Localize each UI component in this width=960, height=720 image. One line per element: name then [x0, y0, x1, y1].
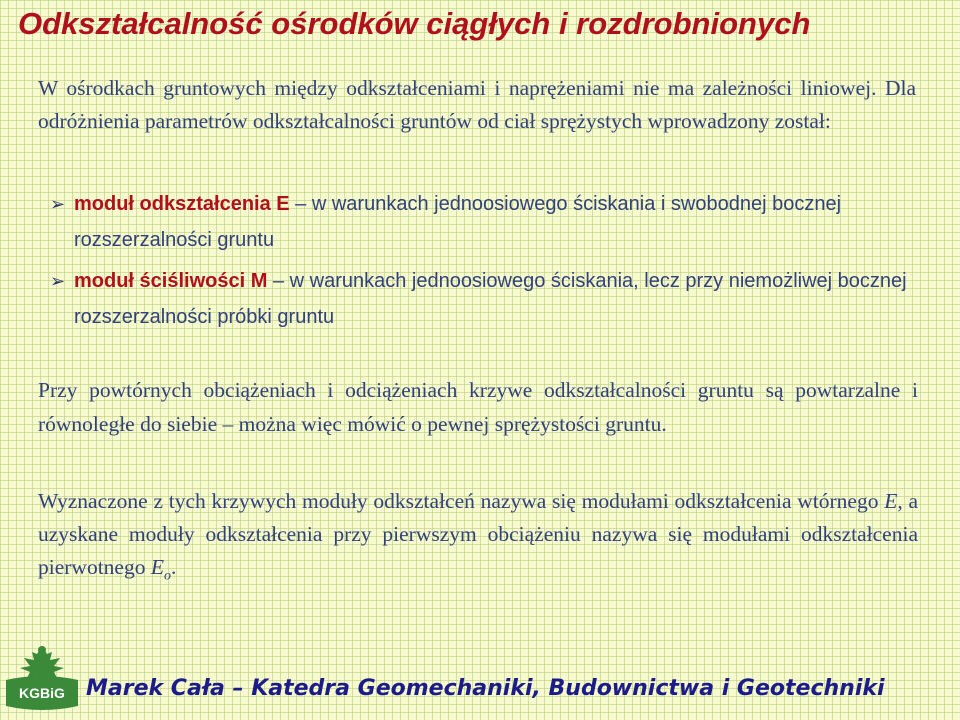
bullet-text: – w warunkach jednoosiowego ściskania, lecz przy niemożliwej bocznej rozszerzalności próbki gruntu	[74, 270, 907, 328]
arrow-bullet-icon: ➢	[50, 194, 66, 214]
kgbig-logo	[4, 640, 80, 714]
bullet-term: moduł ściśliwości M	[74, 270, 268, 292]
slide-title: Odkształcalność ośrodków ciągłych i rozdrobnionych	[18, 6, 811, 41]
bullet-item-modul-odksztalcenia	[50, 186, 920, 258]
moduli-paragraph	[38, 485, 918, 592]
bullet-term: moduł odkształcenia E	[74, 193, 290, 215]
arrow-bullet-icon: ➢	[50, 271, 66, 291]
logo-text: KGBiG	[19, 685, 65, 701]
symbol-e0-subscript: o	[163, 568, 171, 584]
bullet-text: – w warunkach jednoosiowego ściskania i swobodnej bocznej rozszerzalności gruntu	[74, 193, 842, 251]
footer-author: Marek Cała – Katedra Geomechaniki, Budownictwa i Geotechniki	[86, 676, 885, 701]
symbol-e0: E	[150, 555, 164, 579]
intro-paragraph: W ośrodkach gruntowych między odkształceniami i naprężeniami nie ma zależności liniowej. Dla odróżnienia parametrów odkształcalności gruntów od ciał sprężystych wprowadzony został:	[38, 76, 916, 133]
bullet-item-modul-scisliwosci	[50, 263, 920, 335]
symbol-e: E	[884, 489, 898, 513]
elasticity-paragraph: Przy powtórnych obciążeniach i odciążeniach krzywe odkształcalności gruntu są powtarzalne i równoległe do siebie – można więc mówić o pewnej sprężystości gruntu.	[38, 378, 918, 436]
moduli-text-end: .	[170, 555, 177, 579]
bullet-list	[50, 186, 920, 340]
moduli-text-before: Wyznaczone z tych krzywych moduły odkształceń nazywa się modułami odkształcenia wtórnego	[38, 489, 885, 513]
moduli-text-middle: , a uzyskane moduły odkształcenia przy pierwszym obciążeniu nazywa się modułami odkształcenia pierwotnego	[38, 489, 919, 579]
